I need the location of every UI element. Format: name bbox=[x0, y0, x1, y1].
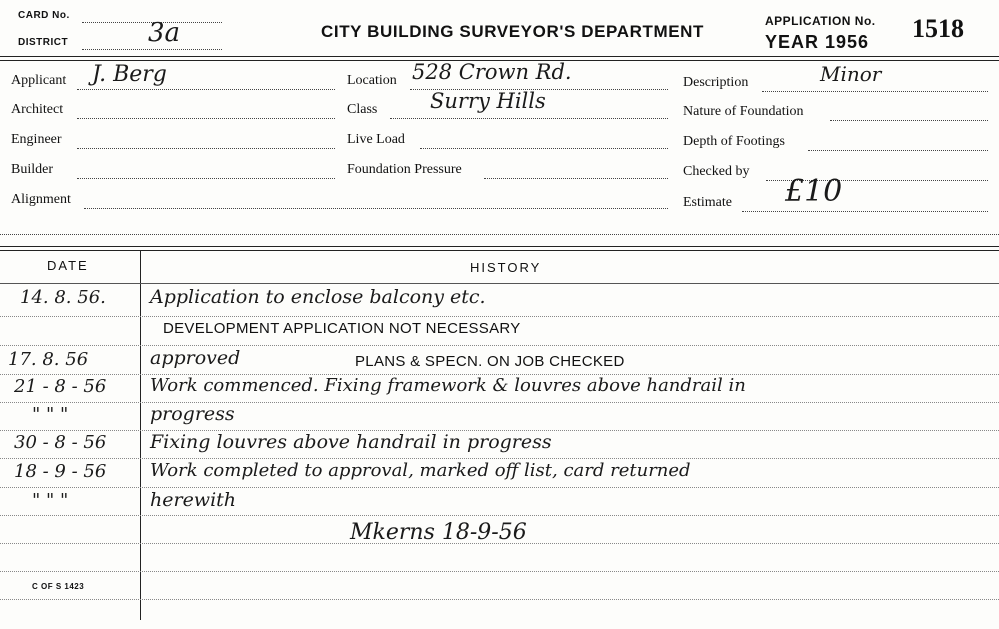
architect-label: Architect bbox=[11, 102, 64, 117]
date-header: DATE bbox=[47, 258, 89, 273]
history-rule-top bbox=[0, 246, 999, 247]
row-line-6 bbox=[0, 458, 999, 459]
history-row-date: " " " bbox=[32, 490, 69, 511]
signature: Mkerns 18-9-56 bbox=[350, 520, 527, 545]
depth-of-footings-label: Depth of Footings bbox=[683, 134, 785, 149]
location-value: 528 Crown Rd. bbox=[412, 60, 572, 84]
history-row-date: " " " bbox=[32, 404, 69, 425]
history-row-text: progress bbox=[150, 403, 235, 425]
history-row-date: 14. 8. 56. bbox=[20, 287, 106, 308]
form-code: C OF S 1423 bbox=[32, 582, 85, 591]
history-row-text: herewith bbox=[150, 489, 237, 511]
history-row-text: approved bbox=[150, 347, 241, 369]
checked-by-label: Checked by bbox=[683, 164, 750, 179]
estimate-line bbox=[742, 211, 988, 212]
engineer-line bbox=[77, 148, 335, 149]
row-line-11 bbox=[0, 599, 999, 600]
description-line bbox=[762, 91, 988, 92]
card-no-label: CARD No. bbox=[18, 10, 70, 21]
row-line-8 bbox=[0, 515, 999, 516]
row-line-7 bbox=[0, 487, 999, 488]
live-load-line bbox=[420, 148, 668, 149]
row-line-10 bbox=[0, 571, 999, 572]
application-number: 1518 bbox=[912, 14, 964, 43]
header-rule-top bbox=[0, 56, 999, 57]
year-label: YEAR 1956 bbox=[765, 32, 870, 52]
district-label: DISTRICT bbox=[18, 37, 69, 48]
department-title: CITY BUILDING SURVEYOR'S DEPARTMENT bbox=[321, 22, 705, 41]
nature-of-foundation-label: Nature of Foundation bbox=[683, 104, 804, 119]
blank-line bbox=[0, 234, 999, 235]
history-rule-bottom bbox=[0, 250, 999, 251]
date-column-divider bbox=[140, 250, 141, 620]
depth-of-footings-line bbox=[808, 150, 988, 151]
history-row-date: 30 - 8 - 56 bbox=[14, 432, 107, 453]
history-stamp: DEVELOPMENT APPLICATION NOT NECESSARY bbox=[163, 320, 521, 337]
history-row-text: Application to enclose balcony etc. bbox=[150, 286, 486, 308]
history-header: HISTORY bbox=[470, 260, 542, 275]
estimate-value: £10 bbox=[785, 174, 843, 209]
applicant-value: J. Berg bbox=[92, 62, 167, 87]
location-label: Location bbox=[347, 73, 397, 88]
applicant-label: Applicant bbox=[11, 73, 67, 88]
alignment-line bbox=[84, 208, 668, 209]
row-line-1 bbox=[0, 316, 999, 317]
application-no-label: APPLICATION No. bbox=[765, 14, 876, 28]
alignment-label: Alignment bbox=[11, 192, 71, 207]
district-line bbox=[82, 49, 222, 50]
builder-label: Builder bbox=[11, 162, 53, 177]
district-value: 3a bbox=[148, 18, 181, 48]
history-row-text: Work completed to approval, marked off list, card returned bbox=[150, 460, 691, 481]
live-load-label: Live Load bbox=[347, 132, 405, 147]
architect-line bbox=[77, 118, 335, 119]
engineer-label: Engineer bbox=[11, 132, 62, 147]
foundation-pressure-label: Foundation Pressure bbox=[347, 162, 462, 177]
description-value: Minor bbox=[820, 62, 882, 86]
nature-of-foundation-line bbox=[830, 120, 988, 121]
estimate-label: Estimate bbox=[683, 195, 732, 210]
description-label: Description bbox=[683, 75, 749, 90]
row-line-2 bbox=[0, 345, 999, 346]
history-header-rule bbox=[0, 283, 999, 284]
history-row-date: 21 - 8 - 56 bbox=[14, 376, 107, 397]
history-row-date: 17. 8. 56 bbox=[8, 349, 89, 370]
history-row-text: Fixing louvres above handrail in progress bbox=[150, 431, 552, 453]
builder-line bbox=[77, 178, 335, 179]
class-label: Class bbox=[347, 102, 378, 117]
history-row-date: 18 - 9 - 56 bbox=[14, 461, 107, 482]
history-stamp: PLANS & SPECN. ON JOB CHECKED bbox=[355, 353, 625, 370]
applicant-line bbox=[77, 89, 335, 90]
class-line bbox=[390, 118, 668, 119]
class-value: Surry Hills bbox=[430, 89, 546, 113]
history-row-text: Work commenced. Fixing framework & louvres above handrail in bbox=[150, 375, 746, 396]
foundation-pressure-line bbox=[484, 178, 668, 179]
